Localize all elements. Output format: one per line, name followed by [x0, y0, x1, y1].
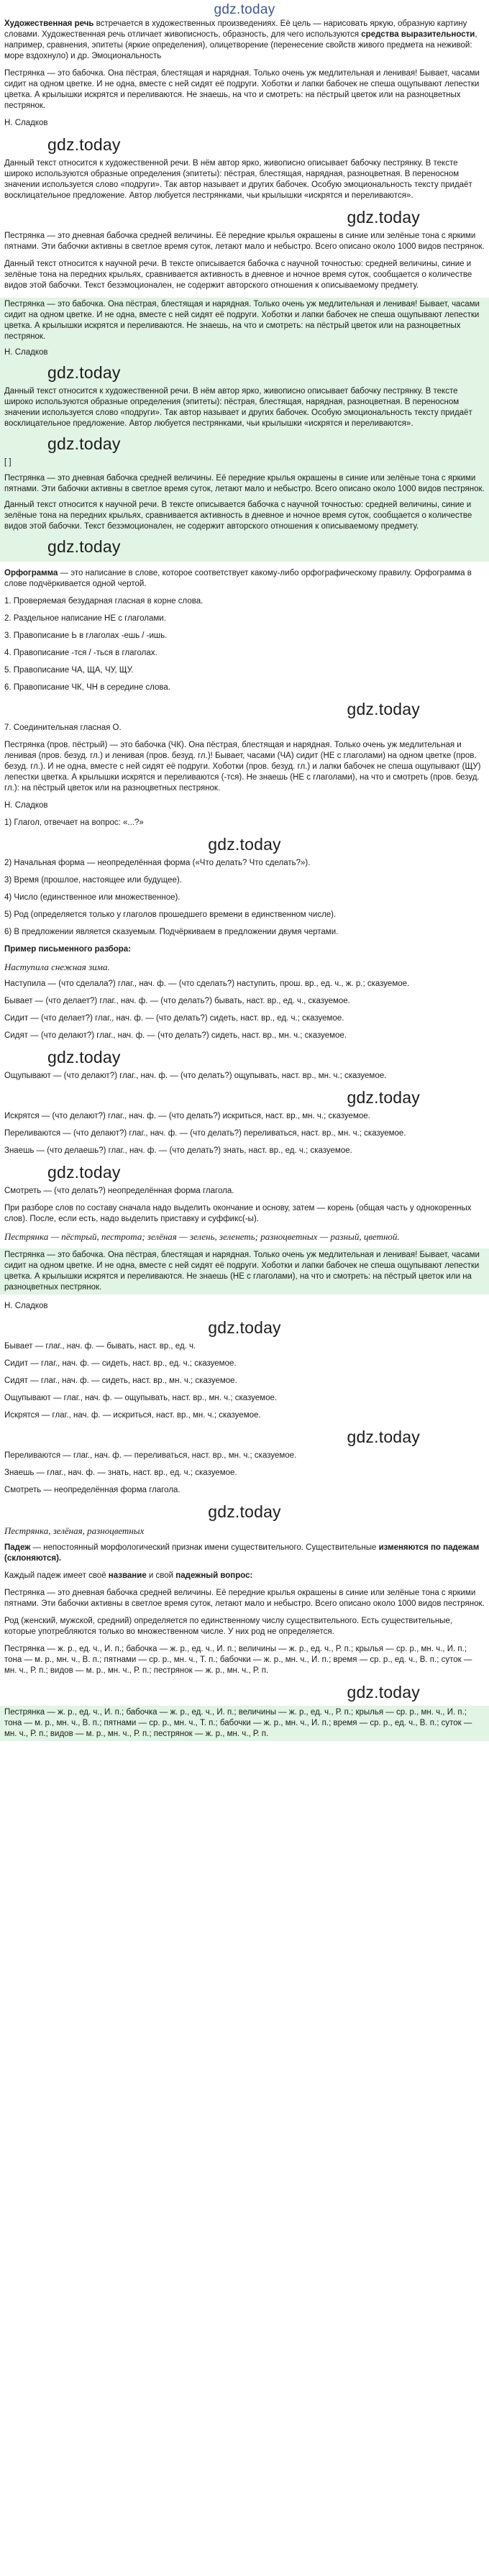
orthogram-item: 1. Проверяемая безударная гласная в корне слова.: [4, 597, 204, 606]
article-body: [0, 19, 489, 1741]
text-butterfly-scientific: Пестрянка — это дневная бабочка средней величины. Её передние крылья окрашены в синие или зелёные тона с яркими пятнами. Эти бабочки активны в светлое время суток, летают мало и небыстро. Всего описано около 1000 видов пестрянок.: [4, 232, 485, 251]
verb-parse: Искрятся — (что делают?) глаг., нач. ф. — (что делать?) искриться, наст. вр., мн. ч.; сказуемое.: [4, 1112, 370, 1120]
verb-plan-item: 2) Начальная форма — неопределённая форма («Что делать? Что сделать?»).: [4, 859, 311, 867]
short-parse: Бывает — глаг., нач. ф. — бывать, наст. вр., ед. ч.: [4, 1342, 196, 1351]
case-question: Каждый падеж имеет своё название и свой падежный вопрос:: [4, 1571, 253, 1580]
noun-parse: Пестрянка — ж. р., ед. ч., И. п.; бабочка — ж. р., ед. ч., И. п.; величины — ж. р., ед. ч., Р. п.; крылья — ср. р., мн. ч., И. п.; тона — м. р., мн. ч., В. п.; пятнами — ср. р., мн. ч., Т. п.; бабочки — ж. р., мн. ч., И. п.; время — ср. р., ед. ч., В. п.; суток — мн. ч., Р. п.; видов — м. р., мн. ч., Р. п.; пестрянок — ж. р., мн. ч., Р. п.: [4, 1645, 472, 1675]
short-parse: Переливаются — глаг., нач. ф. — переливаться, наст. вр., мн. ч.; сказуемое.: [4, 1451, 297, 1460]
watermark: gdz.today: [347, 1683, 420, 1702]
text-butterfly-artistic: Пестрянка — это бабочка. Она пёстрая, блестящая и нарядная. Только очень уж медлительная и ленивая! Бывает, часами сидит на одном цветке. И не одна, вместе с ней сидят её подруги. Хоботки и лапки бабочек не спеша ощупывают лепестки цветка. А крылышки искрятся и переливаются. Не знаешь, на что и смотреть: на пёстрый цветок или на разноцветных пестрянок.: [4, 69, 480, 110]
orthogram-item: 2. Раздельное написание НЕ с глаголами.: [4, 614, 166, 623]
analysis-scientific: Данный текст относится к научной речи. В тексте описывается бабочка с научной точностью: средней величины, синие и зелёные тона на передних крыльях, сравнивается активность в дневное и ночное время суток, сообщается о количестве видов этой бабочки. Текст безэмоционален, не содержит авторского отношения к описываемому предмету.: [4, 260, 472, 290]
watermark: gdz.today: [208, 835, 281, 854]
verb-plan-item: 6) В предложении является сказуемым. Подчёркиваем в предложении двумя чертами.: [4, 928, 339, 936]
morph-line: Пестрянка — пёстрый, пестрота; зелёная — зелень, зеленеть; разноцветных — разный, цветной.: [4, 1231, 400, 1242]
verb-parse: Сидит — (что делает?) глаг., нач. ф. — (что делать?) сидеть, наст. вр., ед. ч.; сказуемое.: [4, 1014, 344, 1023]
author-signature: Н. Сладков: [4, 348, 48, 357]
verb-plan-item: 5) Род (определяется только у глаголов прошедшего времени в единственном числе).: [4, 910, 337, 919]
watermark: gdz.today: [347, 1088, 420, 1107]
watermark: gdz.today: [47, 135, 121, 154]
short-parse: Искрятся — глаг., нач. ф. — искриться, наст. вр., мн. ч.; сказуемое.: [4, 1411, 261, 1420]
watermark: gdz.today: [47, 434, 121, 453]
watermark: gdz.today: [47, 537, 121, 556]
highlight-box-1: [0, 298, 489, 562]
verb-plan-item: 3) Время (прошлое, настоящее или будущее).: [4, 876, 182, 885]
orthogram-item: 6. Правописание ЧК, ЧН в середине слова.: [4, 683, 170, 692]
analysis-artistic: Данный текст относится к художественной речи. В нём автор ярко, живописно описывает бабочку пестрянку. В тексте широко используются образные определения (эпитеты): пёстрая, блестящая, нарядная, разноцветная. В переносном значении используется слово «подруги». Так автор называет и других бабочек. Особую эмоциональность тексту придаёт восклицательное предложение. Автор любуется пестрянками, чьи крылышки «искрятся и переливаются».: [4, 159, 472, 200]
short-parse: Смотреть — неопределённая форма глагола.: [4, 1486, 180, 1494]
highlight-box-3: [0, 1706, 489, 1741]
case-definition: Падеж — непостоянный морфологический признак имени существительного. Существительные изменяются по падежам (склоняются).: [4, 1543, 480, 1563]
author-signature: Н. Сладков: [4, 119, 48, 127]
short-parse: Знаешь — глаг., нач. ф. — знать, наст. вр., ед. ч.; сказуемое.: [4, 1469, 237, 1477]
watermark: gdz.today: [347, 1428, 420, 1446]
morph-short: Пестрянка, зелёная, разноцветных: [4, 1525, 145, 1536]
verb-parse: Смотреть — (что делать?) неопределённая форма глагола.: [4, 1187, 234, 1195]
site-logo[interactable]: gdz.today: [214, 1, 275, 17]
short-parse: Сидят — глаг., нач. ф. — сидеть, наст. вр., мн. ч.; сказуемое.: [4, 1376, 237, 1385]
orthogram-marked-text: Пестрянка (пров. пёстрый) — это бабочка (ЧК). Она пёстрая, блестящая и нарядная. Только очень уж медлительная и ленивая (пров. безуд. гл.) и ленивая (пров. безуд. гл.)! Бывает, часами (ЧА) сидит (НЕ с глаголами) на одном цветке (пров. безуд. гл.). И не одна, вместе с ней сидят её подруги. Хоботки (пров. безуд. гл.) и лапки бабочек не спеша ощупывают (ЩУ) лепестки цветка. А крылышки искрятся и переливаются (-тся). Не знаешь (НЕ с глаголами), на что и смотреть (пров. безуд. гл.): на пёстрый цветок или на разноцветных пестрянок.: [4, 741, 481, 793]
text-butterfly-marked: Пестрянка — это бабочка. Она пёстрая, блестящая и нарядная. Только очень уж медлительная и ленивая! Бывает, часами сидит на одном цветке. И не одна, вместе с ней сидят её подруги. Хоботки и лапки бабочек не спеша ощупывают лепестки цветка. А крылышки искрятся и переливаются. Не знаешь (НЕ с глаголами), на что и смотреть: на пёстрый цветок или на разноцветных пестрянок.: [4, 1251, 480, 1292]
verb-parse: Бывает — (что делает?) глаг., нач. ф. — (что делать?) бывать, наст. вр., ед. ч., сказуемое.: [4, 997, 350, 1005]
text-butterfly-scientific: Пестрянка — это дневная бабочка средней величины. Её передние крылья окрашены в синие или зелёные тона с яркими пятнами. Эти бабочки активны в светлое время суток, летают мало и небыстро. Всего описано около 1000 видов пестрянок.: [4, 474, 485, 493]
watermark: gdz.today: [208, 1502, 281, 1521]
watermark: gdz.today: [47, 363, 121, 382]
orthogram-item: 7. Соединительная гласная О.: [4, 723, 122, 732]
verb-parse: Знаешь — (что делаешь?) глаг., нач. ф. — (что делать?) знать, наст. вр., ед. ч.; сказуемое.: [4, 1146, 352, 1155]
watermark: gdz.today: [208, 1318, 281, 1337]
watermark: gdz.today: [347, 208, 420, 227]
example-sentence: Наступила снежная зима.: [4, 962, 110, 972]
analysis-scientific: Данный текст относится к научной речи. В тексте описывается бабочка с научной точностью: средней величины, синие и зелёные тона на передних крыльях, сравнивается активность в дневное и ночное время суток, сообщается о количестве видов этой бабочки. Текст безэмоционален, не содержит авторского отношения к описываемому предмету.: [4, 501, 472, 531]
paragraph-artistic-definition: Художественная речь встречается в художественных произведениях. Её цель — нарисовать яркую, образную картину словами. Художественная речь отличает живописность, образность, для чего используются средства выразительности, например, сравнения, эпитеты (яркие определения), олицетворение (перенесение свойств живого предмета на неживой: море вздохнуло) и др. Эмоциональность: [4, 19, 477, 60]
verb-parse: Ощупывают — (что делают?) глаг., нач. ф. — (что делать?) ощупывать, наст. вр., мн. ч.; сказуемое.: [4, 1072, 387, 1080]
bracket-marker: [ ]: [4, 458, 12, 467]
short-parse: Сидит — глаг., нач. ф. — сидеть, наст. вр., ед. ч.; сказуемое.: [4, 1359, 237, 1368]
gender-explanation: Род (женский, мужской, средний) определяется по единственному числу существительного. Есть существительные, которые употребляются только во множественном числе. У них род не определяется.: [4, 1617, 453, 1636]
author-signature: Н. Сладков: [4, 801, 48, 810]
watermark: gdz.today: [47, 1163, 121, 1182]
orthogram-item: 5. Правописание ЧА, ЩА, ЧУ, ЩУ.: [4, 666, 134, 675]
watermark: gdz.today: [47, 1048, 121, 1067]
orthogram-definition: Орфограмма — это написание в слове, которое соответствует какому-либо орфографическому правилу. Орфограмма в слове подчёркивается одной чертой.: [4, 569, 472, 588]
site-header: [0, 0, 489, 19]
noun-parse: Пестрянка — ж. р., ед. ч., И. п.; бабочка — ж. р., ед. ч., И. п.; величины — ж. р., ед. ч., Р. п.; крылья — ср. р., мн. ч., И. п.; тона — м. р., мн. ч., В. п.; пятнами — ср. р., мн. ч., Т. п.; бабочки — ж. р., мн. ч., И. п.; время — ср. р., ед. ч., В. п.; суток — мн. ч., Р. п.; видов — м. р., мн. ч., Р. п.; пестрянок — ж. р., мн. ч., Р. п.: [4, 1708, 472, 1738]
analysis-artistic: Данный текст относится к художественной речи. В нём автор ярко, живописно описывает бабочку пестрянку. В тексте широко используются образные определения (эпитеты): пёстрая, блестящая, нарядная, разноцветная. В переносном значении используется слово «подруги». Так автор называет и других бабочек. Особую эмоциональность тексту придаёт восклицательное предложение. Автор любуется пестрянками, чьи крылышки «искрятся и переливаются».: [4, 387, 472, 428]
orthogram-item: 4. Правописание -тся / -ться в глаголах.: [4, 649, 157, 657]
text-butterfly-artistic: Пестрянка — это бабочка. Она пёстрая, блестящая и нарядная. Только очень уж медлительная и ленивая! Бывает, часами сидит на одном цветке. И не одна, вместе с ней сидят её подруги. Хоботки и лапки бабочек не спеша ощупывают лепестки цветка. А крылышки искрятся и переливаются. Не знаешь, на что и смотреть: на пёстрый цветок или на разноцветных пестрянок.: [4, 300, 480, 341]
verb-parse: Сидят — (что делают?) глаг., нач. ф. — (что делать?) сидеть, наст. вр., мн. ч.; сказуемое.: [4, 1031, 347, 1040]
verb-parse: Переливаются — (что делают?) глаг., нач. ф. — (что делать?) переливаться, наст. вр., мн. ч.; сказуемое.: [4, 1129, 406, 1138]
morph-intro: При разборе слов по составу сначала надо выделить окончание и основу, затем — корень (общая часть у однокоренных слов). После, если есть, надо выделить приставку и суффикс(-ы).: [4, 1204, 472, 1223]
author-signature: Н. Сладков: [4, 1302, 48, 1310]
example-title: Пример письменного разбора:: [4, 945, 132, 954]
verb-plan-item: 4) Число (единственное или множественное).: [4, 893, 180, 902]
highlight-box-2: [0, 1248, 489, 1294]
verb-plan-item: 1) Глагол, отвечает на вопрос: «...?»: [4, 818, 144, 827]
example-parse: Наступила — (что сделала?) глаг., нач. ф. — (что сделать?) наступить, прош. вр., ед. ч., ж. р.; сказуемое.: [4, 979, 410, 988]
text-butterfly-scientific: Пестрянка — это дневная бабочка средней величины. Её передние крылья окрашены в синие или зелёные тона с яркими пятнами. Эти бабочки активны в светлое время суток, летают мало и небыстро. Всего описано около 1000 видов пестрянок.: [4, 1589, 485, 1608]
orthogram-item: 3. Правописание Ь в глаголах -ешь / -ишь.: [4, 631, 168, 640]
watermark: gdz.today: [347, 700, 420, 718]
short-parse: Ощупывают — глаг., нач. ф. — ощупывать, наст. вр., мн. ч.; сказуемое.: [4, 1394, 278, 1402]
